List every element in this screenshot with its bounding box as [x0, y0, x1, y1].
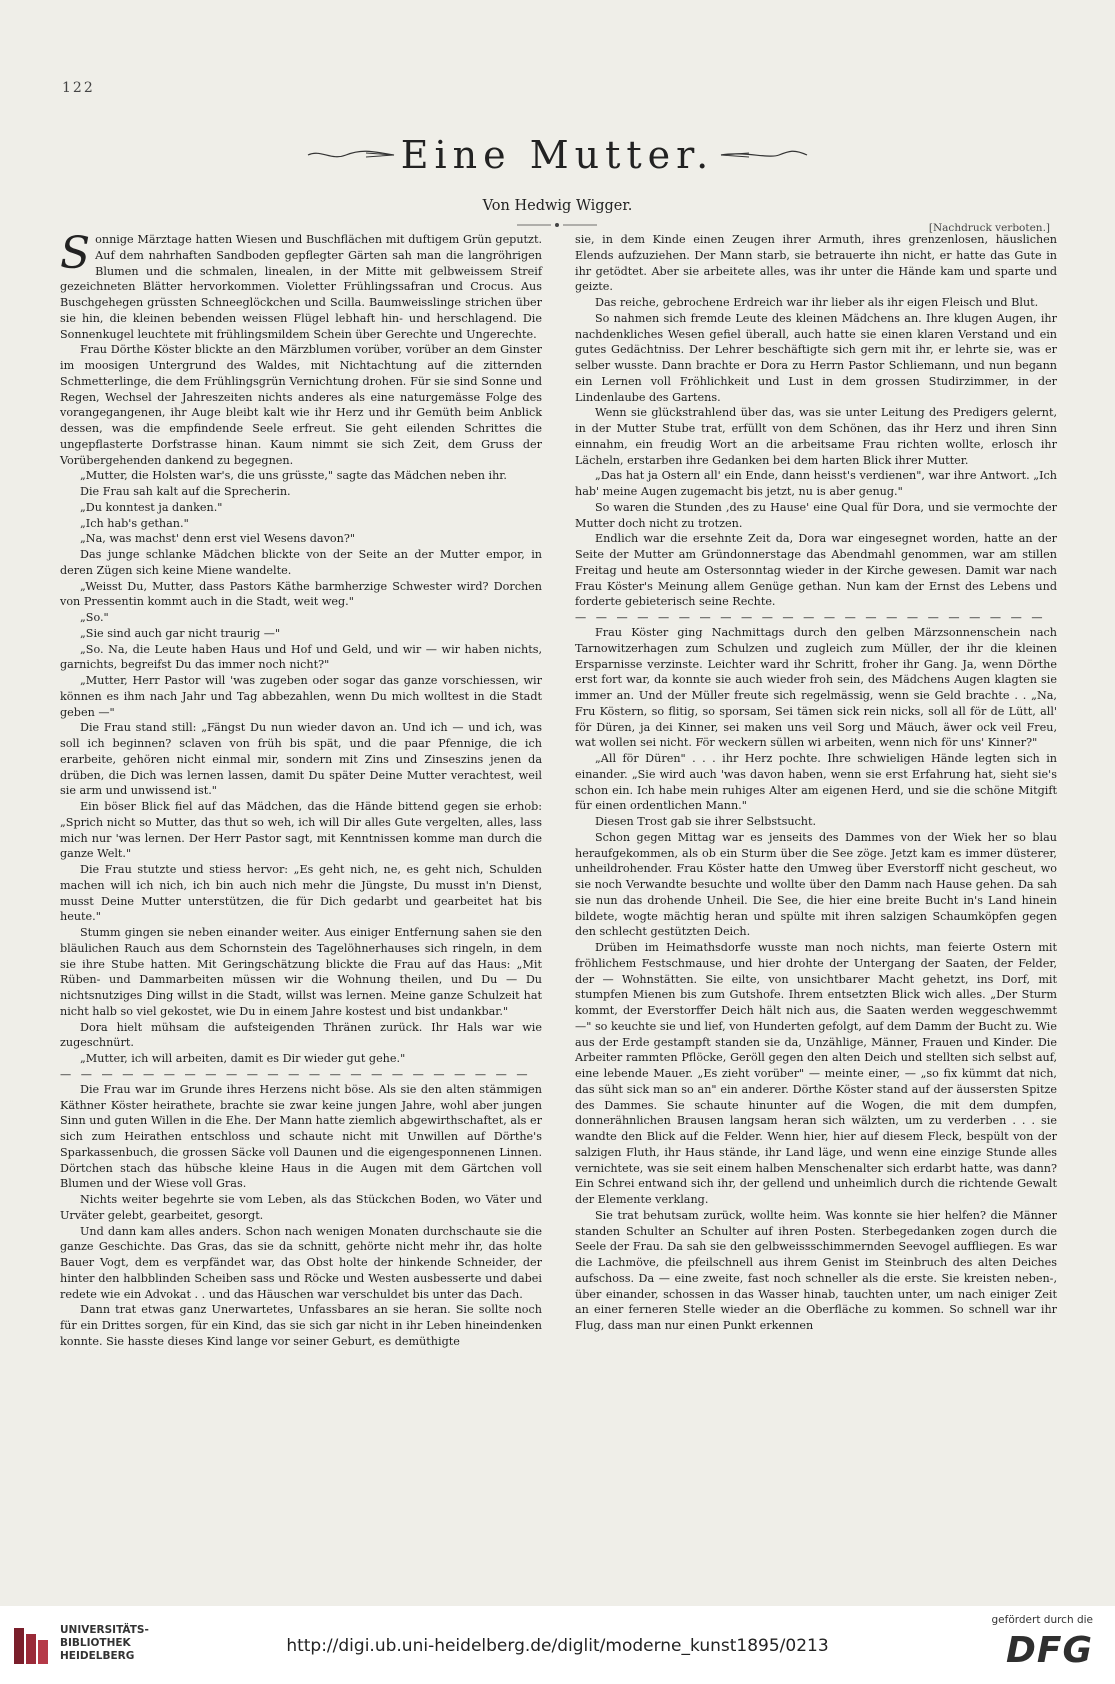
paragraph: So nahmen sich fremde Leute des kleinen Mädchens an. Ihre klugen Augen, ihr nachdenkliches Wesen gefiel überall, auch hatte sie einen klaren Verstand und ein gutes Gedächtniss. Der Lehrer beschäftigte sich gern mit ihr, er lehrte sie, was er selber wusste. Dann brachte er Dora zu Herrn Pastor Schliemann, und nun begann ein Lernen voll Fröhlichkeit und Lust in dem grossen Studirzimmer, in der Lindenlaube des Gartens.: [575, 311, 1057, 404]
drop-cap: S: [60, 228, 91, 279]
paragraph: Ein böser Blick fiel auf das Mädchen, das die Hände bittend gegen sie erhob: „Sprich nicht so Mutter, das thut so weh, ich will Dir alles Gute vergelten, alles, lass mich nur 'was lernen. Der Herr Pastor sagt, mit Kenntnissen komme man durch die ganze Welt.": [60, 800, 542, 861]
paragraph: Stumm gingen sie neben einander weiter. Aus einiger Entfernung sahen sie den bläulichen Rauch aus dem Schornstein des Tagelöhnerhauses sich ringeln, in dem sie ihre Stube hatten. Mit Geringschätzung blickte die Frau auf das Haus: „Mit Rüben- und Dammarbeiten müssen wir die Wohnung theilen, und Du — Du nichtsnutziges Ding willst in die Stadt, willst was lernen. Meine ganze Schulzeit hat nicht halb so viel gekostet, wie Du in einem Jahre kostest und bist undankbar.": [60, 926, 542, 1018]
permalink-url[interactable]: http://digi.ub.uni-heidelberg.de/diglit/moderne_kunst1895/0213: [286, 1636, 829, 1656]
paragraph: Schon gegen Mittag war es jenseits des Dammes von der Wiek her so blau heraufgekommen, als ob ein Sturm über die See zöge. Jetzt kam es immer düsterer, unheildrohender. Frau Köster hatte den Umweg über Everstorff nicht gescheut, wo sie noch Verwandte besuchte und wollte über den Damm nach Hause gehen. Da sah sie nun das drohende Unheil. Die See, die hier eine breite Bucht in's Land hinein bildete, wogte mächtig heran und spülte mit ihren salzigen Schaumköpfen gegen den schlecht gestützten Deich.: [575, 830, 1057, 939]
title-block: [0, 133, 1115, 181]
paragraph: „So. Na, die Leute haben Haus und Hof und Geld, und wir — wir haben nichts, garnichts, begreifst Du das immer noch nicht?": [60, 642, 542, 672]
paragraph: „Weisst Du, Mutter, dass Pastors Käthe barmherzige Schwester wird? Dorchen von Pressentin kommt auch in die Stadt, weit weg.": [60, 579, 542, 609]
paragraph: Das reiche, gebrochene Erdreich war ihr lieber als ihr eigen Fleisch und Blut.: [595, 296, 1039, 309]
paragraph: „So.": [80, 611, 109, 624]
article-title: Eine Mutter.: [400, 133, 715, 177]
paragraph: „Mutter, ich will arbeiten, damit es Dir wieder gut gehe.": [80, 1052, 406, 1065]
paragraph: Frau Dörthe Köster blickte an den Märzblumen vorüber, vorüber an dem Ginster im moosigen Untergrund des Waldes, mit Nichtachtung auf die zitternden Schmetterlinge, die dem Frühlingsgrün Vernichtung drohen. Für sie sind Sonne und Regen, Wechsel der Jahreszeiten nichts anderes als eine naturgemässe Folge des vorangegangenen, ihr Auge bleibt kalt wie ihr Herz und ihr Gemüth beim Anblick dessen, was die empfindende Seele erfreut. Sie geht eilenden Schrittes die ungepflasterte Dorfstrasse hinan. Kaum nimmt sie sich Zeit, dem Gruss der Vorübergehenden dankend zu begegnen.: [60, 343, 542, 467]
paragraph: So waren die Stunden ‚des zu Hause' eine Qual für Dora, und sie vermochte der Mutter doch nicht zu trotzen.: [575, 500, 1057, 530]
paragraph: „Na, was machst' denn erst viel Wesens davon?": [80, 532, 355, 546]
paragraph: Nichts weiter begehrte sie vom Leben, als das Stückchen Boden, wo Väter und Urväter gelebt, gearbeitet, gesorgt.: [60, 1193, 542, 1222]
dfg-logo: DFG: [1005, 1630, 1093, 1671]
right-flourish-ornament: [719, 145, 809, 165]
paragraph: Sie trat behutsam zurück, wollte heim. Was konnte sie hier helfen? die Männer standen Schulter an Schulter auf ihren Posten. Sterbegedanken zogen durch die Seele der Frau. Da sah sie den gelbweissschimmernden Seevogel auffliegen. Es war die Lachmöve, die pfeilschnell aus ihrem Genist im Steinbruch des alten Deiches aufschoss. Da — eine zweite, fast noch schneller als die erste. Sie kreisten neben-, über einander, schossen in das Wasser hinab, tauchten unter, um nach einiger Zeit an einer ferneren Stelle wieder an die Oberfläche zu kommen. So schnell war ihr Flug, dass man nur einen Punkt erkennen: [575, 1208, 1057, 1332]
reprint-note: [Nachdruck verboten.]: [928, 222, 1050, 234]
paragraph: Die Frau sah kalt auf die Sprecherin.: [80, 485, 291, 498]
paragraph: Sonnige Märztage hatten Wiesen und Buschflächen mit duftigem Grün geputzt. Auf dem nahrhaften Sandboden gepflegter Gärten sah man die langröhrigen Blumen und die schmalen, linealen, in der Mitte mit gelbweissem Streif gezeichneten Blätter hervorkommen. Violetter Frühlingssafran und Crocus. Aus Buschgehegen grüssten Schneeglöckchen und Scilla. Baumweisslinge strichen über sie hin, die kleinen bebenden weissen Flügel lebhaft hin- und herschlagend. Die Sonnenkugel leuchtete mit frühlingsmildem Schein über Gerechte und Ungerechte.: [60, 228, 542, 341]
author-byline: Von Hedwig Wigger.: [482, 198, 633, 214]
paragraph: „All för Düren" . . . ihr Herz pochte. Ihre schwieligen Hände legten sich in einander. „Sie wird auch 'was davon haben, wenn sie erst Erfahrung hat, sieht sie's schon ein. Ich habe mein ruhiges Alter am eigenen Herd, und sie die schöne Mitgift für einen ordentlichen Mann.": [575, 752, 1057, 813]
paragraph: Dann trat etwas ganz Unerwartetes, Unfassbares an sie heran. Sie sollte noch für ein Drittes sorgen, für ein Kind, das sie sich gar nicht in ihr Leben hineindenken konnte. Sie hasste dieses Kind lange vor seiner Geburt, es demüthigte: [60, 1303, 542, 1348]
paragraph: „Du konntest ja danken.": [80, 500, 223, 514]
paragraph: Endlich war die ersehnte Zeit da, Dora war eingesegnet worden, hatte an der Seite der Mutter am Gründonnerstage das Abendmahl genommen, war am stillen Freitag und heute am Ostersonntag wieder in der Kirche gewesen. Damit war nach Frau Köster's Meinung allem Genüge gethan. Nun kam der Ernst des Lebens und forderte gebieterisch seine Rechte.: [575, 532, 1057, 609]
paragraph: „Mutter, die Holsten war's, die uns grüsste," sagte das Mädchen neben ihr.: [80, 469, 507, 483]
left-flourish-ornament: [306, 145, 396, 165]
paragraph: Die Frau stand still: „Fängst Du nun wieder davon an. Und ich — und ich, was soll ich beginnen? sclaven von früh bis spät, und die paar Pfennige, die ich erarbeite, gehören nicht einmal mir, sondern mit Zins und Zinseszins jenen da drüben, die Dich was lernen lassen, damit Du später Deine Mutter verachtest, weil sie arm und unwissend ist.": [60, 721, 542, 798]
paragraph: „Sie sind auch gar nicht traurig —": [80, 626, 281, 640]
paragraph: Wenn sie glückstrahlend über das, was sie unter Leitung des Predigers gelernt, in der Mutter Stube trat, erfüllt von dem Schönen, das ihr Herz und ihren Sinn einnahm, ein freudig Wort an die arbeitsame Frau richten wollte, erlosch ihr Lächeln, erstarben ihre Gedanken bei dem harten Blick ihrer Mutter.: [575, 406, 1057, 467]
paragraph: Die Frau war im Grunde ihres Herzens nicht böse. Als sie den alten stämmigen Käthner Köster heirathete, brachte sie zwar keine jungen Jahre, wohl aber jungen Sinn und guten Willen in die Ehe. Der Mann hatte ziemlich abgewirthschaftet, als er sich zum Heirathen entschloss und schaute nicht mit Unwillen auf Dörthe's Sparkassenbuch, die grossen Säcke voll Daunen und die eigengesponnenen Linnen. Dörtchen stach das hübsche kleine Haus in die Augen mit dem Gärtchen voll Blumen und der Wiese voll Gras.: [60, 1082, 542, 1191]
paragraph: Dora hielt mühsam die aufsteigenden Thränen zurück. Ihr Hals war wie zugeschnürt.: [60, 1020, 542, 1050]
paragraph: Drüben im Heimathsdorfe wusste man noch nichts, man feierte Ostern mit fröhlichem Festschmause, und hier drohte der Untergang der Saaten, der Felder, der — Wohnstätten. Sie eilte, von unsichtbarer Macht gehetzt, ins Dorf, mit stumpfen Mienen bis zum Gutshofe. Ihrem entsetzten Blick wich alles. „Der Sturm kommt, der Everstorffer Deich hält nich aus, die Saaten werden weggeschwemmt —" so keuchte sie und lief, von Hunderten gefolgt, auf dem Damm der Bucht zu. Wie aus der Erde gestampft standen sie da, Unzählige, Männer, Frauen und Kinder. Die Arbeiter rammten Pflöcke, Geröll gegen den alten Deich und stellten sich selbst auf, eine lebende Mauer. „Es zieht vorüber" — meinte einer, — „so fix kümmt dat nich, das süht sick man so an" ein anderer. Dörthe Köster stand auf der äussersten Spitze des Dammes. Sie schaute hinunter auf die Wogen, die mit dem dumpfen, donnerähnlichen Brausen langsam heran sich wälzten, um zu verderben . . . sie wandte den Blick auf die Felder. Wenn hier, hier auf diesem Fleck, bespült von der salzigen Fluth, ihr Haus stände, ihr Land läge, und wenn eine einzige Stunde alles vernichtete, was sie seit einem halben Menschenalter sich erdarbt hatte, was dann? Ein Schrei entwand sich ihr, der gellend und unheimlich durch die richtende Gewalt der Elemente verklang.: [575, 941, 1057, 1206]
paragraph: „Ich hab's gethan.": [80, 516, 189, 530]
paragraph: Frau Köster ging Nachmittags durch den gelben Märzsonnenschein nach Tarnowitzerhagen zum Schulzen und zugleich zum Müller, der ihr die kleinen Ersparnisse verzinste. Leichter ward ihr Schritt, froher ihr Gang. Ja, wenn Dörthe erst fort war, da konnte sie auch wieder froh sein, des Mädchens Augen klagten sie immer an. Und der Müller freute sich regelmässig, wenn sie Geld brachte . . „Na, Fru Köstern, so flitig, so sporsam, Sei tämen sick rein nicks, soll all för de Lütt, all' för Düren, ja dei Kinner, sei maken uns veil Sorg und Mäuch, äwer ock veil Freu, wat wollen sei nicht. För weckern süllen wi arbeiten, wenn nich för uns' Kinner?": [575, 626, 1057, 750]
paragraph: Und dann kam alles anders. Schon nach wenigen Monaten durchschaute sie die ganze Geschichte. Das Gras, das sie da schnitt, gehörte nicht mehr ihr, das holte Bauer Vogt, dem es verpfändet war, das Obst holte der hinkende Schneider, der hinter den halbblinden Scheiben sass und Röcke und Westen ausbesserte und dabei redete wie ein Advokat . . und das Häuschen war verschuldet bis unter das Dach.: [60, 1224, 542, 1301]
right-text-column: [575, 232, 1057, 1334]
section-break: — — — — — — — — — — — — — — — — — — — — — — —: [575, 611, 1046, 624]
divider-ornament: [517, 221, 597, 229]
paragraph: „Das hat ja Ostern all' ein Ende, dann heisst's verdienen", war ihre Antwort. „Ich hab' meine Augen zugemacht bis jetzt, nu is aber genug.": [575, 469, 1057, 498]
funded-by-text: gefördert durch die: [991, 1614, 1093, 1626]
paragraph: „Mutter, Herr Pastor will 'was zugeben oder sogar das ganze vorschiessen, wir können es ihm nach Jahr und Tag abbezahlen, wenn Du mich wolltest in die Stadt geben —": [60, 674, 542, 719]
paragraph: Diesen Trost gab sie ihrer Selbstsucht.: [595, 815, 817, 828]
left-text-column: [60, 228, 542, 1350]
library-name: UNIVERSITÄTS- BIBLIOTHEK HEIDELBERG: [60, 1624, 149, 1662]
section-break: — — — — — — — — — — — — — — — — — — — — — — —: [60, 1067, 531, 1081]
paragraph: Das junge schlanke Mädchen blickte von der Seite an der Mutter empor, in deren Zügen sich keine Miene wandelte.: [60, 548, 542, 577]
page-number: 122: [62, 80, 95, 96]
paragraph: sie, in dem Kinde einen Zeugen ihrer Armuth, ihres grenzenlosen, häuslichen Elends aufzuziehen. Der Mann starb, sie betrauerte ihn nicht, er hatte das Gute in ihr getödtet. Aber sie arbeitete alles, was ihr unter die Hände kam und sparte und geizte.: [575, 233, 1057, 294]
paragraph: Die Frau stutzte und stiess hervor: „Es geht nich, ne, es geht nich, Schulden machen will ich nich, ich bin auch nich mehr die Jüngste, Du musst in'n Dienst, musst Deine Mutter unterstützen, die für Dich gedarbt und gearbeitet hat bis heute.": [60, 863, 542, 924]
